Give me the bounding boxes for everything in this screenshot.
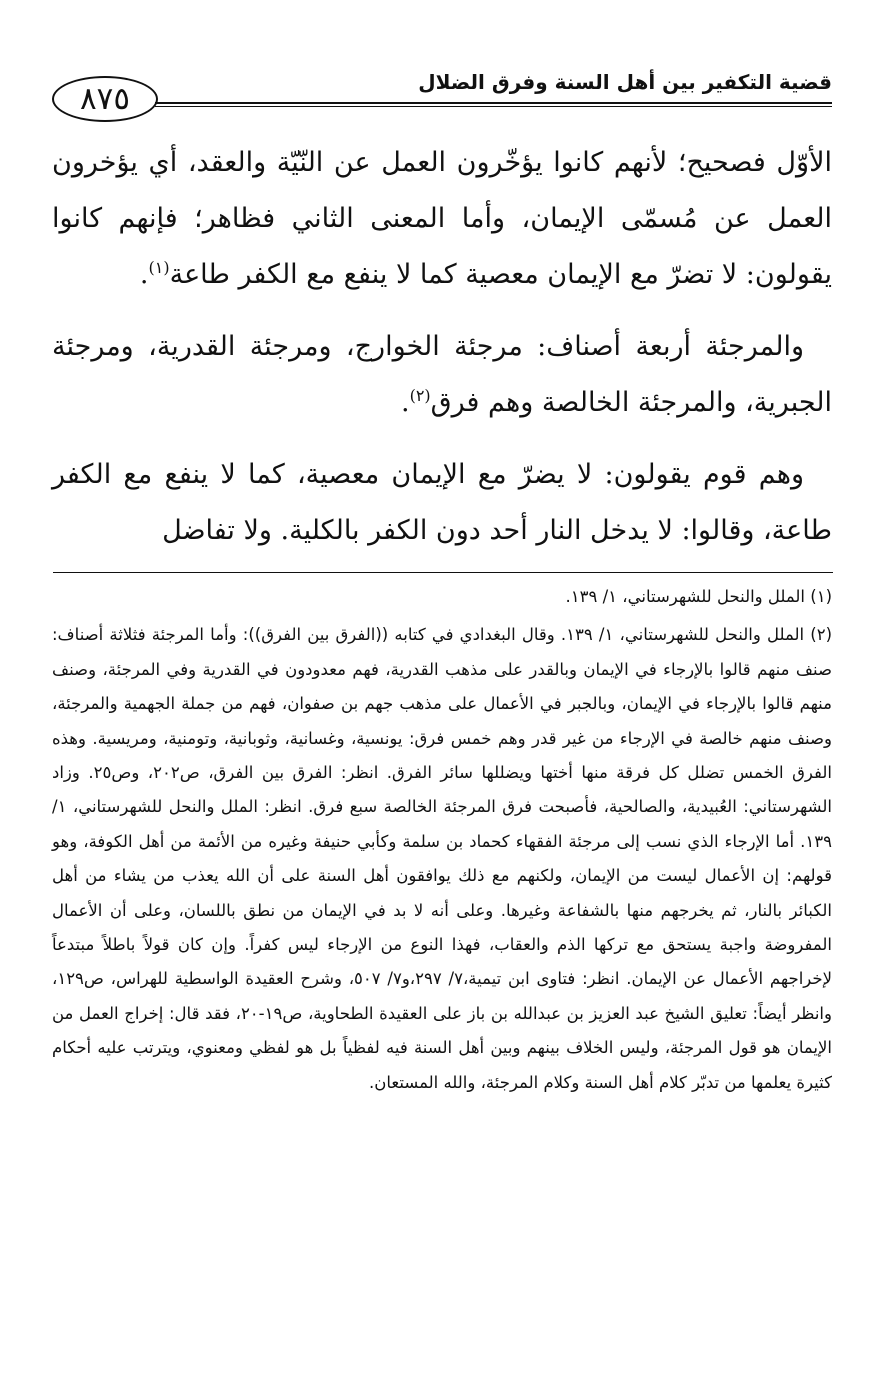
footnote-ref: (١)	[148, 258, 170, 277]
main-text	[52, 135, 832, 575]
paragraph	[52, 447, 832, 559]
paragraph-text: والمرجئة أربعة أصناف: مرجئة الخوارج، ومرجئة القدرية، ومرجئة الجبرية، والمرجئة الخالصة وهم فرق	[52, 331, 832, 418]
paragraph	[52, 135, 832, 303]
footnote-ref: (٢)	[409, 386, 431, 405]
footnote: (٢) الملل والنحل للشهرستاني، ١/ ١٣٩. وقال البغدادي في كتابه ((الفرق بين الفرق)): وأما المرجئة فثلاثة أصناف: صنف منهم قالوا بالإرجاء في الإيمان وبالقدر على مذهب القدرية، فهم معدودون في القدرية وفي المرجئة، وصنف منهم قالوا بالإرجاء في الإيمان، وبالجبر في الأعمال على مذهب جهم بن صفوان، فهم من جملة الجهمية والمرجئة، وصنف منهم خالصة في الإرجاء من غير قدر وهم خمس فرق: يونسية، وغسانية، وثوبانية، وتومنية، ومريسية. وهذه الفرق الخمس تضلل كل فرقة منها أختها ويضللها سائر الفرق. انظر: الفرق بين الفرق، ص٢٠٢، وص٢٥. وزاد الشهرستاني: العُبيدية، والصالحية، فأصبحت فرق المرجئة الخالصة سبع فرق. انظر: الملل والنحل للشهرستاني، ١/ ١٣٩. أما الإرجاء الذي نسب إلى مرجئة الفقهاء كحماد بن سلمة وكأبي حنيفة وغيره من الأئمة من أهل الكوفة، وهو قولهم: إن الأعمال ليست من الإيمان، ولكنهم مع ذلك يوافقون أهل السنة على أن الله يعذب من يشاء من أهل الكبائر بالنار، ثم يخرجهم منها بالشفاعة وغيرها. وعلى أنه لا بد في الإيمان من نطق باللسان، وعلى أن الأعمال المفروضة واجبة يستحق مع تركها الذم والعقاب، فهذا النوع من الإرجاء ليس كفراً. وإن كان قولاً باطلاً مبتدعاً لإخراجهم الأعمال عن الإيمان. انظر: فتاوى ابن تيمية،٧/ ٢٩٧،و٧/ ٥٠٧، وشرح العقيدة الواسطية للهراس، ص١٢٩، وانظر أيضاً: تعليق الشيخ عبد العزيز بن عبدالله بن باز على العقيدة الطحاوية، ص١٩-٢٠، فقد قال: إخراج العمل من الإيمان هو قول المرجئة، وليس الخلاف بينهم وبين أهل السنة فيه لفظياً بل هو لفظي ومعنوي، ويترتب عليه أحكام كثيرة يعلمها من تدبّر كلام أهل السنة وكلام المرجئة، والله المستعان.	[52, 625, 833, 1092]
page-number: ٨٧٥	[52, 76, 158, 122]
paragraph	[52, 319, 832, 431]
footnotes	[52, 580, 832, 1104]
paragraph-tail: .	[139, 259, 149, 290]
page-header	[52, 68, 832, 128]
paragraph-text: وهم قوم يقولون: لا يضرّ مع الإيمان معصية، كما لا ينفع مع الكفر طاعة، وقالوا: لا يدخل النار أحد دون الكفر بالكلية. ولا تفاضل	[52, 459, 832, 546]
paragraph-text: الأوّل فصحيح؛ لأنهم كانوا يؤخّرون العمل عن النّيّة والعقد، أي يؤخرون العمل عن مُسمّى الإيمان، وأما المعنى الثاني فظاهر؛ فإنهم كانوا يقولون: لا تضرّ مع الإيمان معصية كما لا ينفع مع الكفر طاعة	[52, 147, 832, 290]
header-divider	[155, 102, 832, 104]
running-title: قضية التكفير بين أهل السنة وفرق الضلال	[418, 70, 832, 94]
paragraph-tail: .	[400, 387, 410, 418]
footnote-divider	[53, 572, 833, 573]
footnote: (١) الملل والنحل للشهرستاني، ١/ ١٣٩.	[565, 587, 832, 606]
header-divider-thin	[155, 106, 832, 107]
